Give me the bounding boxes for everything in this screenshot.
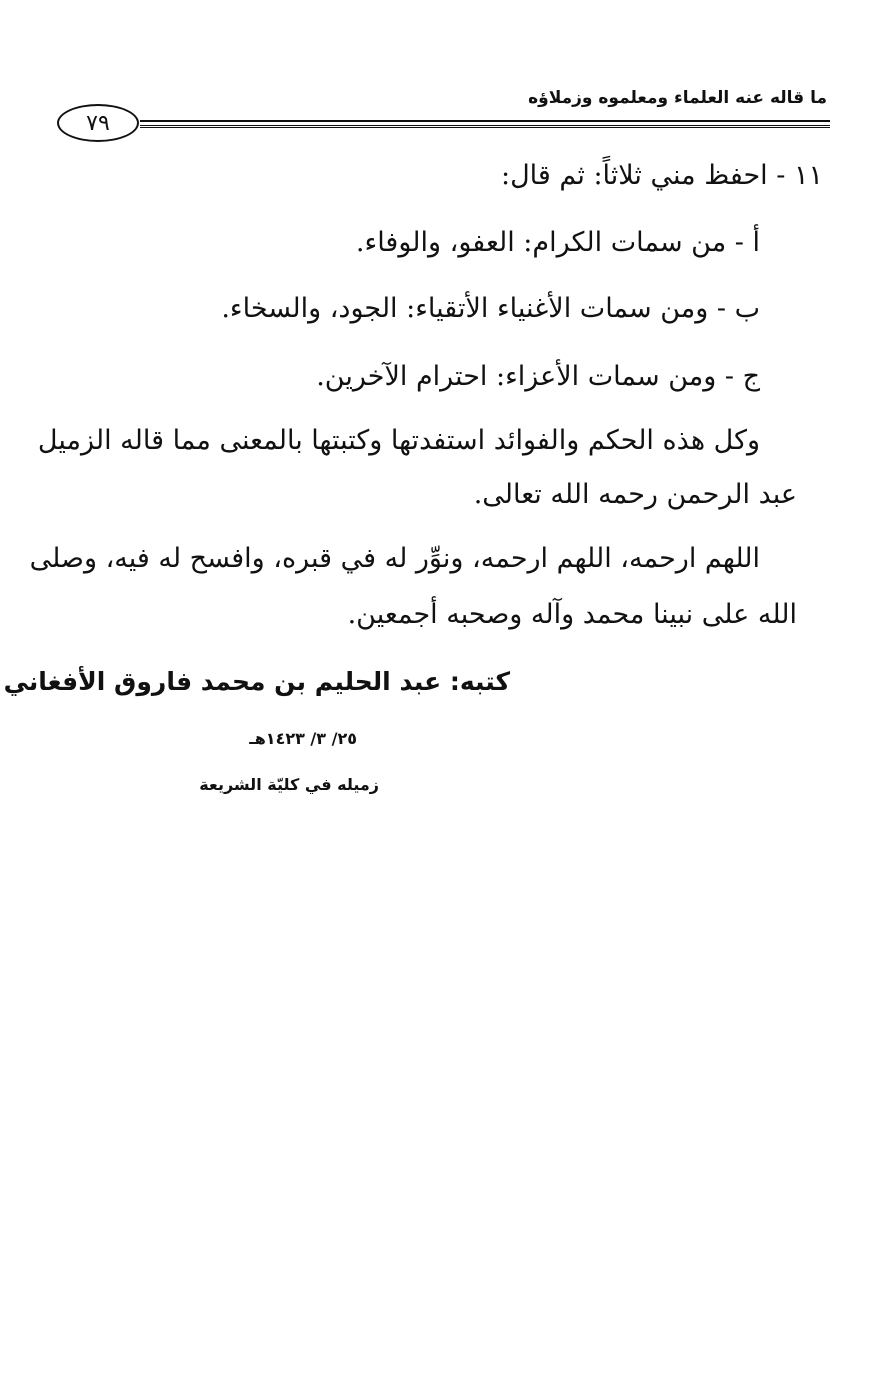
paragraph-2-line-1: اللهم ارحمه، اللهم ارحمه، ونوِّر له في قبره، وافسح له فيه، وصلى bbox=[29, 543, 760, 574]
running-header-title: ما قاله عنه العلماء ومعلموه وزملاؤه bbox=[528, 88, 827, 108]
list-item-b: ب - ومن سمات الأغنياء الأتقياء: الجود، والسخاء. bbox=[221, 293, 760, 324]
list-item-c: ج - ومن سمات الأعزاء: احترام الآخرين. bbox=[316, 361, 760, 392]
list-item-a: أ - من سمات الكرام: العفو، والوفاء. bbox=[355, 227, 760, 258]
paragraph-1-line-2: عبد الرحمن رحمه الله تعالى. bbox=[473, 479, 797, 510]
header-rule-thin bbox=[140, 127, 830, 128]
item-heading: ١١ - احفظ مني ثلاثاً: ثم قال: bbox=[500, 160, 823, 191]
signature-name: كتبه: عبد الحليم بن محمد فاروق الأفغاني bbox=[3, 667, 510, 696]
paragraph-2-line-2: الله على نبينا محمد وآله وصحبه أجمعين. bbox=[347, 599, 797, 630]
paragraph-1-line-1: وكل هذه الحكم والفوائد استفدتها وكتبتها بالمعنى مما قاله الزميل bbox=[37, 425, 760, 456]
signature-date: ٢٥/ ٣/ ١٤٢٣هـ bbox=[249, 729, 357, 748]
signature-role: زميله في كليّة الشريعة bbox=[199, 775, 379, 794]
header-rule bbox=[140, 120, 830, 126]
page-number: ٧٩ bbox=[57, 104, 139, 142]
